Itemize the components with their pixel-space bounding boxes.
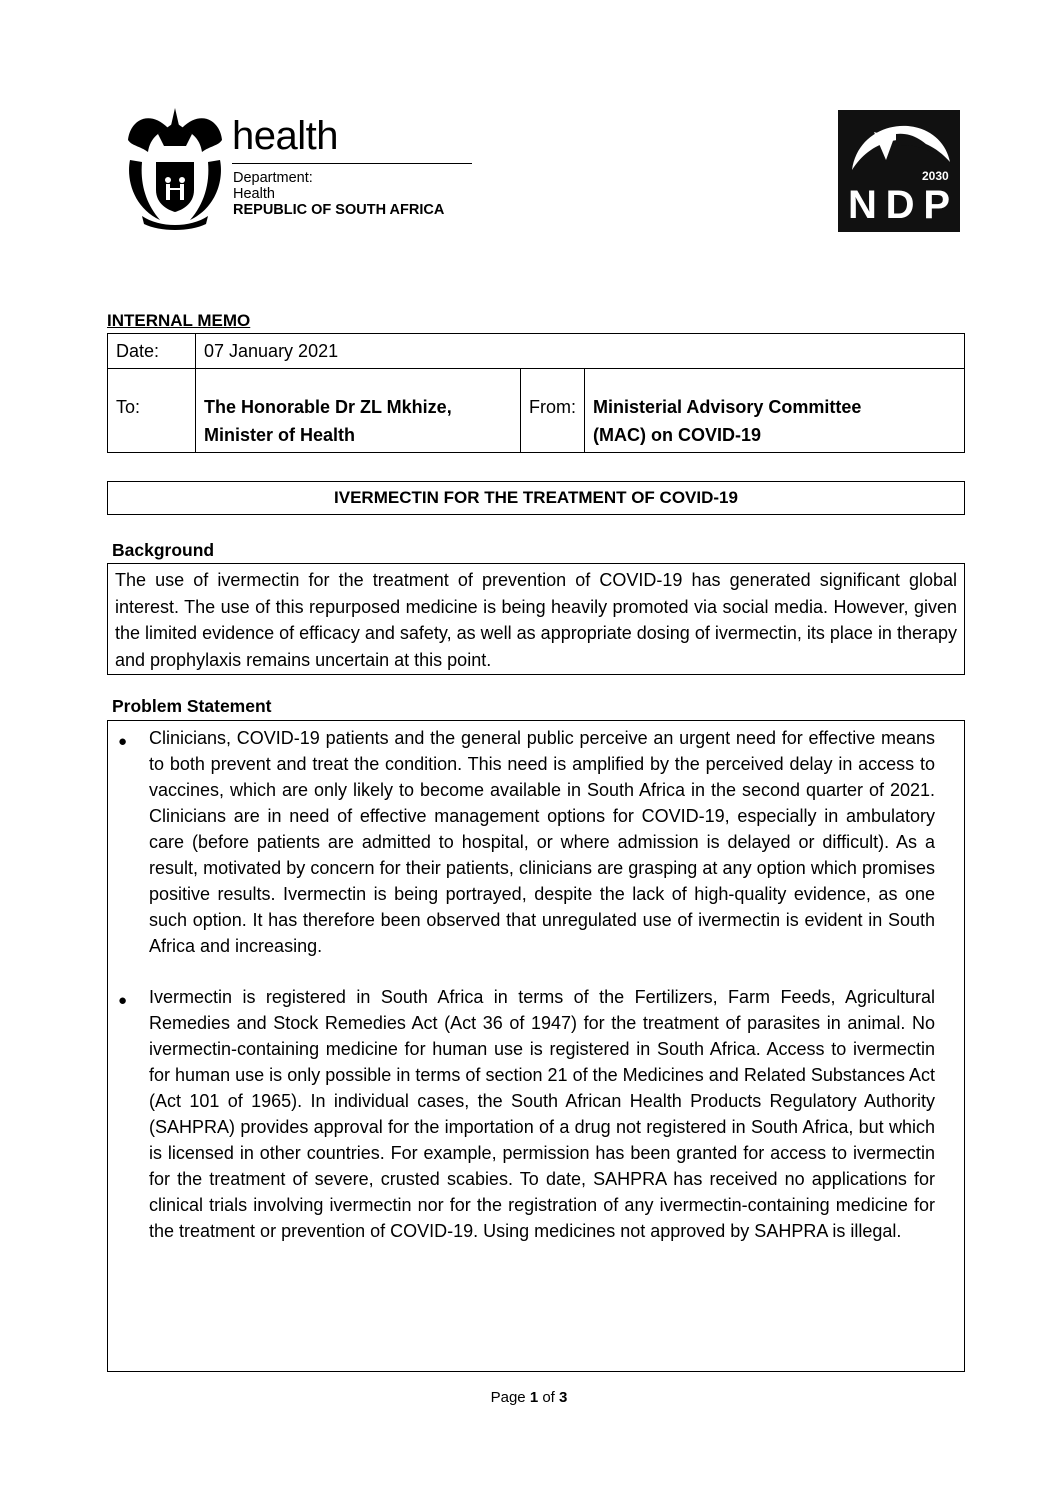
date-row: [108, 334, 965, 369]
to-value-line2: Minister of Health: [204, 425, 356, 445]
ndp-2030-logo: [838, 110, 960, 232]
department-name: Health: [233, 186, 275, 202]
to-from-row: [108, 369, 965, 453]
subject-box: [107, 481, 965, 515]
problem-statement-heading: Problem Statement: [112, 696, 272, 716]
ndp-text: NDP: [848, 183, 950, 227]
memo-header-table: [107, 333, 965, 453]
department-label: Department:: [233, 170, 313, 186]
subject-text: IVERMECTIN FOR THE TREATMENT OF COVID-19: [334, 488, 738, 507]
to-value: [196, 369, 521, 453]
department-lines: [233, 170, 444, 218]
from-value-line1: Ministerial Advisory Committee: [593, 397, 862, 417]
list-item-text: Ivermectin is registered in South Africa in terms of the Fertilizers, Farm Feeds, Agricultural Remedies and Stock Remedies Act (Act 36 of 1947) for the treatment of parasites in animal. No ivermectin-containing medicine for human use is registered in South Africa. Access to ivermectin for human use is only possible in terms of section 21 of the Medicines and Related Substances Act (Act 101 of 1965). In individual cases, the South African Health Products Regulatory Authority (SAHPRA) provides approval for the importation of a drug not registered in South Africa, but which is licensed in other countries. For example, permission has been granted for access to ivermectin for the treatment of severe, crusted scabies. To date, SAHPRA has received no applications for clinical trials involving ivermectin nor for the registration of any ivermectin-containing medicine for the treatment or prevention of COVID-19. Using medicines not approved by SAHPRA is illegal.: [149, 987, 935, 1241]
page-footer: [0, 1389, 1058, 1406]
ndp-year-text: 2030: [922, 169, 949, 183]
background-box: [107, 563, 965, 675]
logo-divider: [232, 163, 472, 164]
bullet-icon: ●: [118, 992, 128, 1009]
page-word: Page: [490, 1389, 526, 1406]
list-item-text: Clinicians, COVID-19 patients and the general public perceive an urgent need for effective means to both prevent and treat the condition. This need is amplified by the perceived delay in access to vaccines, which are only likely to become available in South Africa in the second quarter of 2021. Clinicians are in need of effective management options for COVID-19, especially in ambulatory care (before patients are admitted to hospital, or where admission is delayed or difficult). As a result, motivated by concern for their patients, clinicians are grasping at any option which promises positive results. Ivermectin is being portrayed, despite the lack of high-quality evidence, as one such option. It has therefore been observed that unregulated use of ivermectin is evident in South Africa and increasing.: [149, 728, 935, 956]
of-word: of: [542, 1389, 555, 1406]
background-heading: Background: [112, 540, 215, 560]
page-total: 3: [559, 1389, 568, 1406]
to-value-line1: The Honorable Dr ZL Mkhize,: [204, 397, 452, 417]
to-label: To:: [108, 369, 196, 453]
coat-of-arms-logo: [120, 100, 230, 230]
page-current: 1: [529, 1389, 539, 1406]
from-label: From:: [521, 369, 585, 453]
background-text: The use of ivermectin for the treatment of prevention of COVID-19 has generated significant global interest. The use of this repurposed medicine is being heavily promoted via social media. However, given the limited evidence of efficacy and safety, as well as appropriate dosing of ivermectin, its place in therapy and prophylaxis remains uncertain at this point.: [115, 570, 957, 670]
memo-title: INTERNAL MEMO: [107, 311, 251, 330]
problem-statement-box: [107, 720, 965, 1372]
from-value-line2: (MAC) on COVID-19: [593, 425, 761, 445]
date-value: 07 January 2021: [196, 334, 965, 369]
department-logo-word: health: [232, 114, 338, 158]
from-value: [585, 369, 965, 453]
country-name: REPUBLIC OF SOUTH AFRICA: [233, 202, 445, 218]
bullet-icon: ●: [118, 733, 128, 750]
date-label: Date:: [108, 334, 196, 369]
